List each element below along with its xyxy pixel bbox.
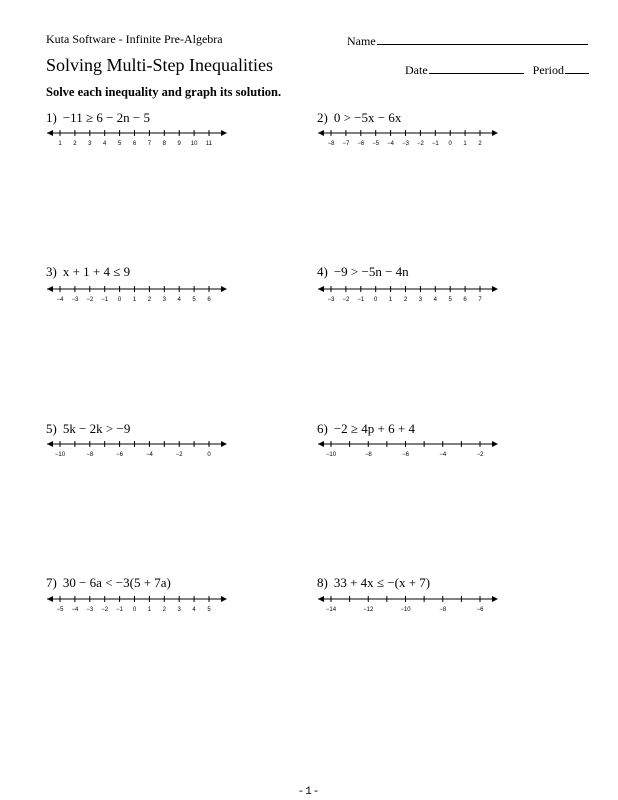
name-blank[interactable] xyxy=(377,32,588,45)
right-arrow-icon xyxy=(492,130,498,136)
tick-label: 5 xyxy=(207,607,211,613)
right-arrow-icon xyxy=(221,596,227,602)
tick-label: 2 xyxy=(73,141,77,147)
left-arrow-icon xyxy=(47,441,53,447)
tick-label: 0 xyxy=(132,607,137,613)
tick-label: 9 xyxy=(177,141,181,147)
tick-label: −8 xyxy=(327,141,335,147)
tick-label: −6 xyxy=(357,141,365,147)
date-period-field xyxy=(405,61,589,78)
tick-label: −12 xyxy=(363,607,374,613)
problem-number: 7) xyxy=(46,575,57,590)
tick-label: −3 xyxy=(327,297,335,303)
problem-number: 4) xyxy=(317,264,328,279)
tick-label: 10 xyxy=(190,141,198,147)
right-arrow-icon xyxy=(492,286,498,292)
tick-label: −10 xyxy=(54,452,66,458)
left-arrow-icon xyxy=(318,130,324,136)
instructions: Solve each inequality and graph its solution. xyxy=(46,85,282,99)
problem-8 xyxy=(317,575,430,591)
tick-label: −2 xyxy=(476,452,484,458)
tick-label: −1 xyxy=(116,607,124,613)
tick-label: 2 xyxy=(403,297,408,303)
tick-label: −5 xyxy=(372,141,380,147)
period-blank[interactable] xyxy=(565,61,589,74)
tick-label: −1 xyxy=(357,297,365,303)
tick-label: −3 xyxy=(402,141,409,147)
number-line-4[interactable] xyxy=(317,282,499,306)
problem-expression: 0 > −5x − 6x xyxy=(333,110,402,125)
number-line-1[interactable] xyxy=(46,126,228,150)
tick-label: 2 xyxy=(162,607,166,613)
number-line-5[interactable] xyxy=(46,437,228,461)
problem-expression: −11 ≥ 6 − 2n − 5 xyxy=(62,110,150,125)
worksheet-title: Solving Multi-Step Inequalities xyxy=(46,55,273,75)
tick-label: −2 xyxy=(342,297,350,303)
tick-label: 7 xyxy=(478,297,482,303)
tick-label: 3 xyxy=(162,297,166,303)
tick-label: 6 xyxy=(132,141,137,147)
tick-label: 1 xyxy=(388,297,393,303)
tick-label: 4 xyxy=(177,297,181,303)
left-arrow-icon xyxy=(47,130,53,136)
tick-label: 0 xyxy=(117,297,122,303)
tick-label: 7 xyxy=(147,141,152,147)
problem-6 xyxy=(317,421,415,437)
problem-number: 2) xyxy=(317,110,328,125)
tick-label: −3 xyxy=(71,297,79,303)
problem-number: 6) xyxy=(317,421,328,436)
number-line-8[interactable] xyxy=(317,592,499,616)
problem-5 xyxy=(46,421,130,437)
problem-2 xyxy=(317,110,401,126)
software-label: Kuta Software - Infinite Pre-Algebra xyxy=(46,32,223,46)
tick-label: 0 xyxy=(207,452,211,458)
right-arrow-icon xyxy=(221,130,227,136)
tick-label: −1 xyxy=(431,141,439,147)
date-blank[interactable] xyxy=(429,61,524,74)
tick-label: 2 xyxy=(147,297,152,303)
tick-label: 4 xyxy=(103,141,107,147)
right-arrow-icon xyxy=(221,441,227,447)
tick-label: −2 xyxy=(86,297,94,303)
number-line-2[interactable] xyxy=(317,126,499,150)
tick-label: −5 xyxy=(56,607,64,613)
tick-label: 11 xyxy=(205,141,213,147)
left-arrow-icon xyxy=(47,286,53,292)
tick-label: 1 xyxy=(463,141,467,147)
number-line-3[interactable] xyxy=(46,282,228,306)
problem-4 xyxy=(317,264,409,280)
problem-number: 3) xyxy=(46,264,57,279)
problem-expression: 5k − 2k > −9 xyxy=(62,421,131,436)
right-arrow-icon xyxy=(492,441,498,447)
problem-expression: x + 1 + 4 ≤ 9 xyxy=(62,264,131,279)
tick-label: −3 xyxy=(86,607,94,613)
right-arrow-icon xyxy=(221,286,227,292)
period-label: Period xyxy=(532,63,564,77)
tick-label: −2 xyxy=(101,607,109,613)
problem-1 xyxy=(46,110,150,126)
left-arrow-icon xyxy=(318,441,324,447)
tick-label: −10 xyxy=(325,452,337,458)
left-arrow-icon xyxy=(318,286,324,292)
tick-label: 1 xyxy=(132,297,137,303)
problem-expression: 30 − 6a < −3(5 + 7a) xyxy=(62,575,171,590)
tick-label: 3 xyxy=(418,297,423,303)
problem-expression: 33 + 4x ≤ −(x + 7) xyxy=(333,575,431,590)
tick-label: 0 xyxy=(448,141,452,147)
tick-label: −4 xyxy=(387,141,395,147)
problem-number: 5) xyxy=(46,421,57,436)
tick-label: −8 xyxy=(364,452,372,458)
tick-label: 4 xyxy=(192,607,196,613)
tick-label: 4 xyxy=(433,297,437,303)
tick-label: −4 xyxy=(71,607,79,613)
name-label: Name xyxy=(347,34,376,48)
tick-label: −4 xyxy=(56,297,64,303)
tick-label: −10 xyxy=(400,607,411,613)
tick-label: −4 xyxy=(439,452,447,458)
tick-label: −2 xyxy=(175,452,183,458)
tick-label: −7 xyxy=(342,141,350,147)
tick-label: 0 xyxy=(374,297,378,303)
tick-label: 6 xyxy=(207,297,211,303)
problem-3 xyxy=(46,264,130,280)
tick-label: −4 xyxy=(145,452,153,458)
tick-label: 8 xyxy=(162,141,166,147)
tick-label: −6 xyxy=(476,607,484,613)
tick-label: −2 xyxy=(416,141,424,147)
tick-label: 3 xyxy=(88,141,92,147)
name-field xyxy=(347,32,588,49)
tick-label: −14 xyxy=(325,607,337,613)
tick-label: −8 xyxy=(86,452,94,458)
tick-label: 1 xyxy=(58,141,62,147)
tick-label: −1 xyxy=(101,297,109,303)
tick-label: 3 xyxy=(177,607,181,613)
tick-label: −6 xyxy=(116,452,124,458)
problem-expression: −9 > −5n − 4n xyxy=(333,264,409,279)
tick-label: 5 xyxy=(448,297,452,303)
problem-number: 8) xyxy=(317,575,328,590)
tick-label: −6 xyxy=(402,452,409,458)
right-arrow-icon xyxy=(492,596,498,602)
problem-expression: −2 ≥ 4p + 6 + 4 xyxy=(333,421,415,436)
tick-label: 5 xyxy=(192,297,196,303)
number-line-6[interactable] xyxy=(317,437,499,461)
left-arrow-icon xyxy=(318,596,324,602)
tick-label: 1 xyxy=(147,607,152,613)
tick-label: 5 xyxy=(117,141,122,147)
number-line-7[interactable] xyxy=(46,592,228,616)
tick-label: −8 xyxy=(439,607,447,613)
problem-7 xyxy=(46,575,171,591)
page-number: -1- xyxy=(297,786,321,798)
left-arrow-icon xyxy=(47,596,53,602)
problem-number: 1) xyxy=(46,110,57,125)
tick-label: 6 xyxy=(463,297,467,303)
date-label: Date xyxy=(405,63,428,77)
tick-label: 2 xyxy=(478,141,482,147)
